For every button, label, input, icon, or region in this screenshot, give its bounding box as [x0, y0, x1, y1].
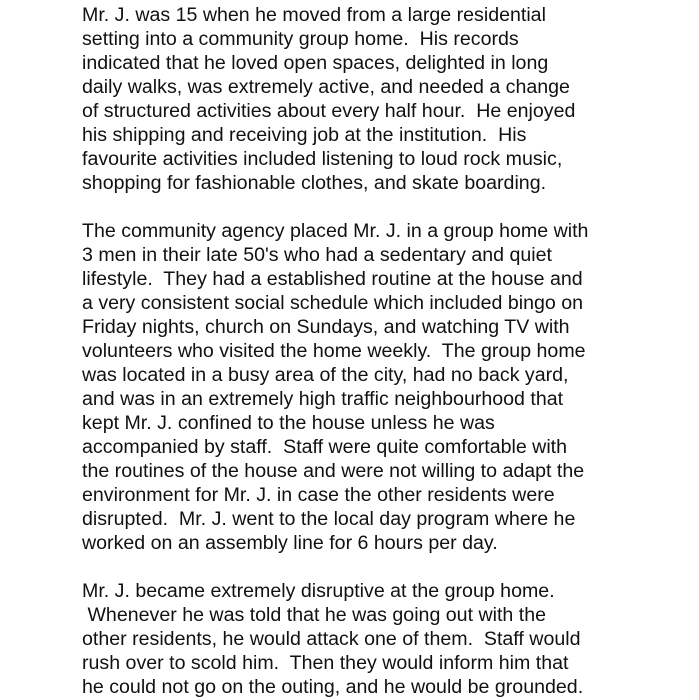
text-line: and was in an extremely high traffic neighbourhood that [82, 388, 564, 410]
document-body [82, 3, 694, 699]
text-line: shopping for fashionable clothes, and skate boarding. [82, 172, 547, 194]
text-line: a very consistent social schedule which included bingo on [82, 292, 584, 314]
text-line: kept Mr. J. confined to the house unless he was [82, 412, 495, 434]
text-line: Friday nights, church on Sundays, and watching TV with [82, 316, 570, 338]
text-line: worked on an assembly line for 6 hours per day. [82, 532, 498, 554]
text-line: setting into a community group home. His records [82, 28, 519, 50]
text-line: lifestyle. They had a established routine at the house and [82, 268, 583, 290]
text-line: of structured activities about every half hour. He enjoyed [82, 100, 576, 122]
paragraph-1 [82, 3, 694, 195]
text-line: his shipping and receiving job at the institution. His [82, 124, 527, 146]
text-line: favourite activities included listening to loud rock music, [82, 148, 563, 170]
text-line: volunteers who visited the home weekly. The group home [82, 340, 586, 362]
text-line: Whenever he was told that he was going out with the [82, 604, 546, 626]
text-line: indicated that he loved open spaces, delighted in long [82, 52, 549, 74]
text-line: rush over to scold him. Then they would inform him that [82, 652, 569, 674]
paragraph-2 [82, 219, 694, 555]
text-line: the routines of the house and were not willing to adapt the [82, 460, 585, 482]
text-line: accompanied by staff. Staff were quite comfortable with [82, 436, 568, 458]
text-line: other residents, he would attack one of them. Staff would [82, 628, 581, 650]
text-line: he could not go on the outing, and he would be grounded. [82, 676, 584, 698]
text-line: disrupted. Mr. J. went to the local day program where he [82, 508, 576, 530]
paragraph-spacer [82, 555, 694, 579]
text-line: was located in a busy area of the city, had no back yard, [82, 364, 569, 386]
text-line: 3 men in their late 50's who had a sedentary and quiet [82, 244, 552, 266]
paragraph-spacer [82, 195, 694, 219]
text-line: environment for Mr. J. in case the other residents were [82, 484, 555, 506]
text-line: Mr. J. was 15 when he moved from a large residential [82, 4, 546, 26]
text-line: The community agency placed Mr. J. in a group home with [82, 220, 589, 242]
text-line: Mr. J. became extremely disruptive at the group home. [82, 580, 555, 602]
paragraph-3 [82, 579, 694, 699]
text-line: daily walks, was extremely active, and needed a change [82, 76, 570, 98]
